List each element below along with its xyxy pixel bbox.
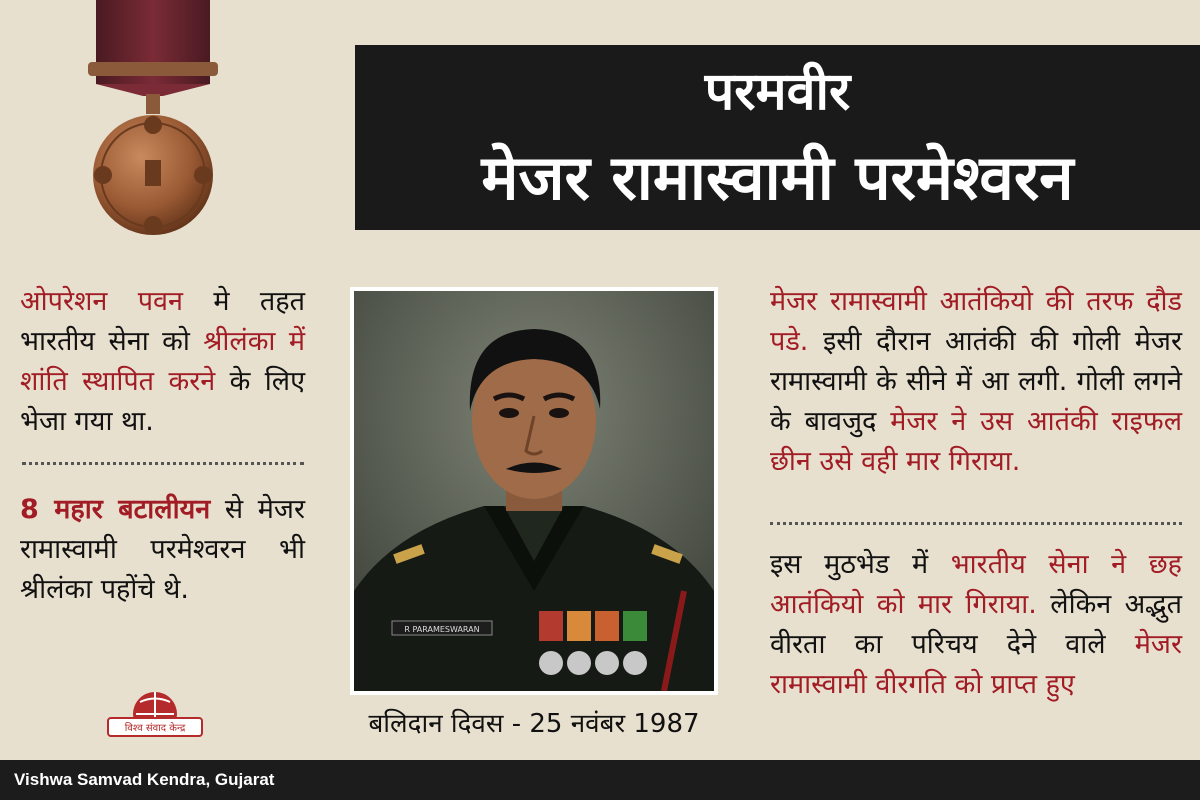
text-segment: 8 महार बटालीयन <box>20 494 211 525</box>
text-segment: ओपरेशन पवन <box>20 286 184 317</box>
logo-text: विश्व संवाद केन्द्र <box>124 723 186 734</box>
text-segment: भारतीय सेना ने छह आतंकियो को मार गिराया. <box>770 549 1182 620</box>
text-segment: इस मुठभेड में <box>770 549 951 580</box>
portrait-image <box>354 291 714 691</box>
martyrdom-day-caption: बलिदान दिवस - 25 नवंबर 1987 <box>368 709 700 739</box>
text-segment: श्रीलंका में शांति स्थापित करने <box>20 326 305 397</box>
right-paragraph-1 <box>770 282 1182 482</box>
footer-bar: Vishwa Samvad Kendra, Gujarat <box>0 760 1200 800</box>
dotted-divider <box>770 522 1182 525</box>
right-paragraph-2 <box>770 545 1182 705</box>
left-paragraph-2 <box>20 490 305 610</box>
title-line-2: मेजर रामास्वामी परमेश्वरन <box>481 141 1074 214</box>
text-segment: मेजर रामास्वामी वीरगति को प्राप्त हुए <box>770 629 1182 700</box>
text-segment: से मेजर रामास्वामी परमेश्वरन भी श्रीलंका पहोंचे थे. <box>20 494 305 605</box>
portrait-photo <box>350 287 718 695</box>
text-segment: मेजर ने उस आतंकी राइफल छीन उसे वही मार गिराया. <box>770 406 1183 477</box>
nameplate-text: R PARAMESWARAN <box>404 625 480 634</box>
title-banner <box>355 45 1200 230</box>
text-segment: मेजर रामास्वामी आतंकियो की तरफ दौड पडे. <box>770 286 1182 357</box>
text-segment: लेकिन अद्भुत वीरता का परिचय देने वाले <box>770 589 1182 660</box>
text-segment: के लिए भेजा गया था. <box>20 366 305 437</box>
left-paragraph-1 <box>20 282 305 442</box>
vsk-logo-icon <box>100 690 210 752</box>
text-segment: इसी दौरान आतंकी की गोली मेजर रामास्वामी के सीने में आ लगी. गोली लगने के बावजुद <box>770 326 1182 437</box>
text-segment: मे तहत भारतीय सेना को <box>20 286 305 357</box>
dotted-divider <box>22 462 304 465</box>
title-line-1: परमवीर <box>704 62 851 122</box>
param-vir-chakra-medal-icon <box>78 0 228 250</box>
